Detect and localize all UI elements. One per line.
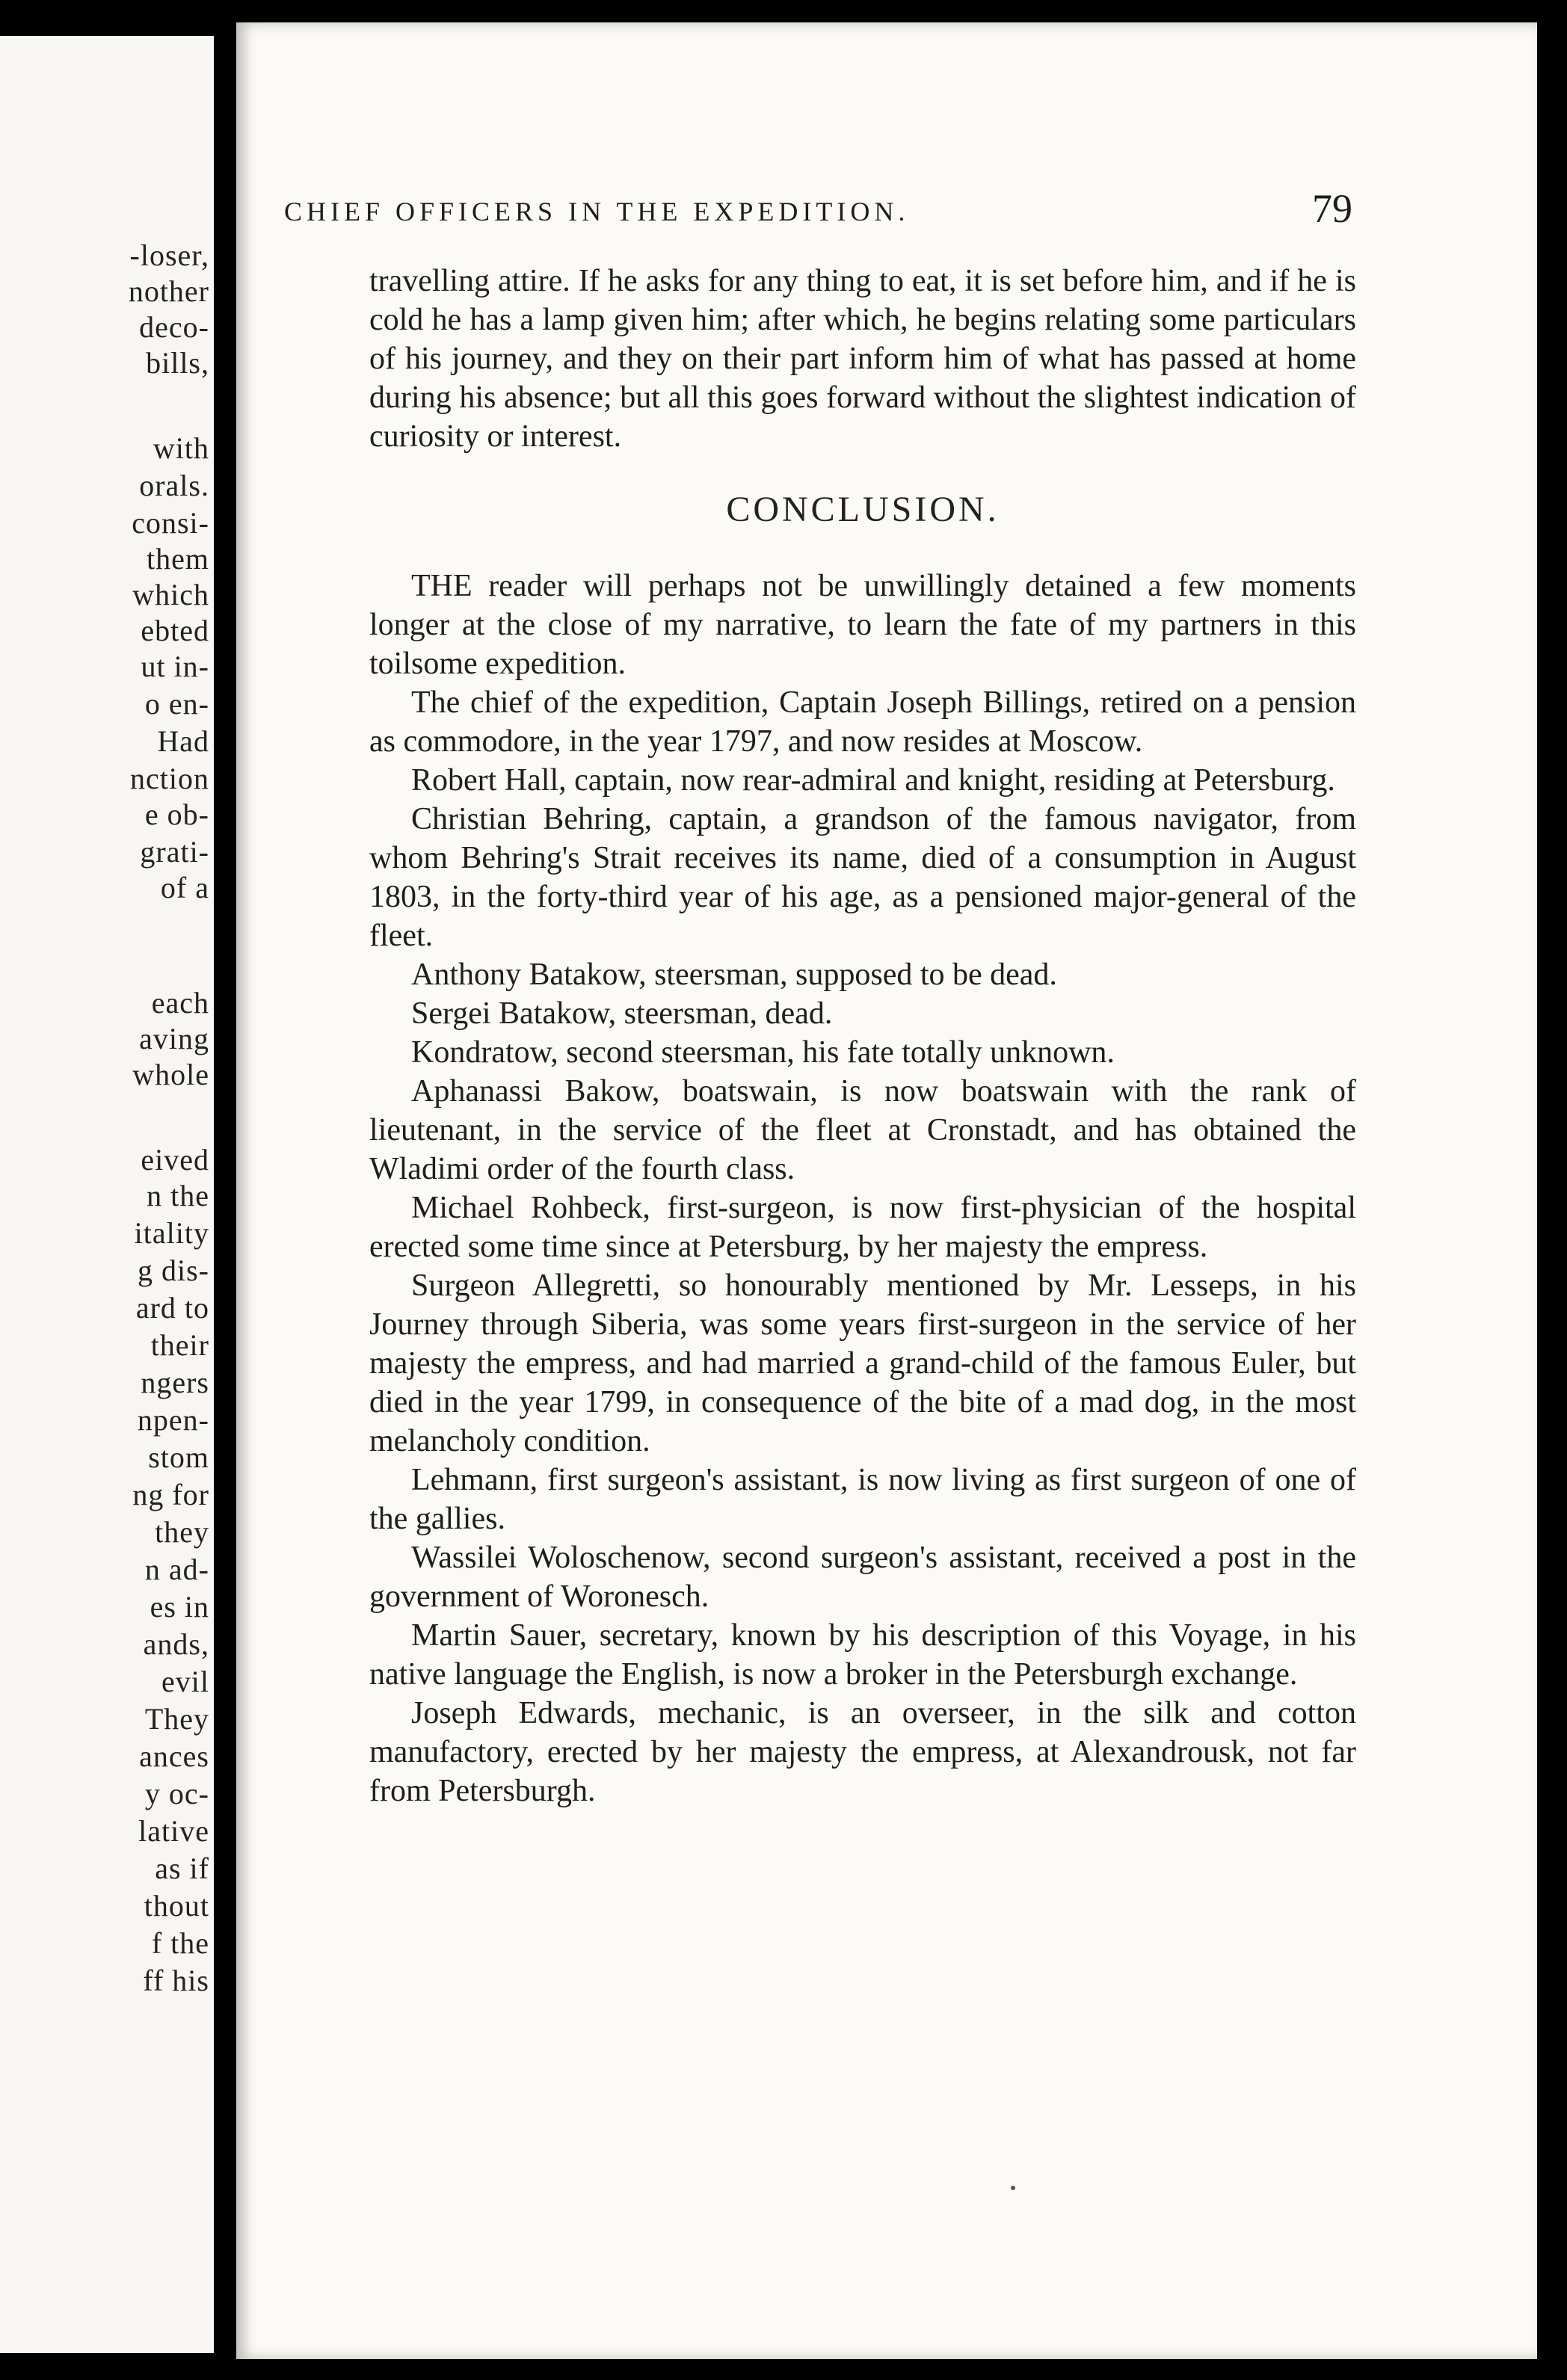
page-body bbox=[369, 262, 1356, 1810]
ink-speck bbox=[1011, 2186, 1015, 2190]
fragment-line: each bbox=[151, 986, 209, 1020]
fragment-line: ng for bbox=[132, 1478, 209, 1511]
fragment-line: bills, bbox=[146, 346, 209, 380]
paragraph: Sergei Batakow, steersman, dead. bbox=[411, 996, 833, 1031]
fragment-line: whole bbox=[132, 1058, 209, 1091]
fragment-line: itality bbox=[134, 1216, 209, 1250]
paragraph: Joseph Edwards, mechanic, is an overseer, in the silk and cotton manufactory, erected by her majesty the empress, at Alexandrousk, not far from Petersburgh. bbox=[369, 1696, 1356, 1808]
fragment-line: lative bbox=[138, 1814, 209, 1848]
fragment-line: they bbox=[155, 1515, 209, 1549]
fragment-line: aving bbox=[139, 1022, 209, 1055]
fragment-line: -loser, bbox=[129, 238, 209, 272]
fragment-line: nother bbox=[128, 274, 209, 308]
fragment-line: them bbox=[147, 542, 209, 576]
paragraph: Michael Rohbeck, first-surgeon, is now first-physician of the hospital erected some time since at Petersburg, by her majesty the empress. bbox=[369, 1191, 1356, 1264]
paragraph: Wassilei Woloschenow, second surgeon's assistant, received a post in the government of Woronesch. bbox=[369, 1541, 1356, 1614]
page-header bbox=[284, 178, 1361, 230]
paragraph: Christian Behring, captain, a grandson of the famous navigator, from whom Behring's Strait receives its name, died of a consumption in August 1803, in the forty-third year of his age, as a pensioned major-general of the fleet. bbox=[369, 802, 1356, 953]
fragment-line: orals. bbox=[139, 469, 209, 502]
fragment-line: n the bbox=[147, 1179, 209, 1212]
facing-page-left bbox=[0, 36, 214, 2353]
fragment-line: as if bbox=[155, 1852, 209, 1885]
paragraph: Anthony Batakow, steersman, supposed to be dead. bbox=[411, 958, 1057, 992]
page-number: 79 bbox=[1312, 186, 1352, 231]
fragment-line: ngers bbox=[141, 1366, 209, 1399]
fragment-line: of a bbox=[160, 871, 209, 904]
paragraph: Surgeon Allegretti, so honourably mentioned by Mr. Lesseps, in his Journey through Siberia, was some years first-surgeon in the service of her majesty the empress, and had married a grand-child of the famous Euler, but died in the year 1799, in consequence of the bite of a mad dog, in the most melancholy condition. bbox=[369, 1268, 1356, 1458]
fragment-line: ff his bbox=[143, 1964, 209, 1997]
fragment-line: ands, bbox=[143, 1627, 209, 1661]
fragment-line: ut in- bbox=[141, 650, 209, 683]
fragment-line: ard to bbox=[135, 1291, 209, 1325]
fragment-line: grati- bbox=[140, 835, 209, 869]
fragment-line: f the bbox=[151, 1926, 209, 1960]
fragment-line: es in bbox=[150, 1590, 209, 1624]
fragment-line: nction bbox=[130, 762, 209, 795]
section-heading: CONCLUSION. bbox=[726, 490, 1000, 529]
fragment-line: thout bbox=[144, 1889, 209, 1923]
paragraph: The chief of the expedition, Captain Joseph Billings, retired on a pension as commodore, in the year 1797, and now resides at Moscow. bbox=[369, 685, 1356, 759]
fragment-line: e ob- bbox=[144, 798, 209, 831]
fragment-line: which bbox=[132, 578, 209, 611]
fragment-line: evil bbox=[161, 1665, 209, 1698]
fragment-line: with bbox=[153, 431, 209, 465]
running-head: CHIEF OFFICERS IN THE EXPEDITION. bbox=[284, 197, 910, 226]
fragment-line: their bbox=[150, 1328, 209, 1362]
paragraph: THE reader will perhaps not be unwillingly detained a few moments longer at the close of my narrative, to learn the fate of my partners in this toilsome expedition. bbox=[369, 569, 1356, 681]
paragraph: Kondratow, second steersman, his fate totally unknown. bbox=[411, 1035, 1115, 1070]
fragment-line: g dis- bbox=[138, 1254, 209, 1287]
fragment-line: Had bbox=[157, 724, 209, 758]
fragment-line: n ad- bbox=[144, 1553, 209, 1586]
paragraph: Robert Hall, captain, now rear-admiral and knight, residing at Petersburg. bbox=[411, 763, 1335, 798]
fragment-line: npen- bbox=[137, 1403, 209, 1437]
continuation-paragraph: travelling attire. If he asks for any thing to eat, it is set before him, and if he is cold he has a lamp given him; after which, he begins relating some particulars of his journey, and they on their part inform him of what has passed at home during his absence; but all this goes forward without the slightest indication of curiosity or interest. bbox=[369, 264, 1356, 454]
fragment-line: They bbox=[144, 1702, 209, 1736]
fragment-line: y oc- bbox=[144, 1777, 209, 1810]
fragment-line: stom bbox=[148, 1440, 209, 1474]
fragment-line: o en- bbox=[144, 687, 209, 721]
fragment-line: deco- bbox=[139, 310, 209, 344]
fragment-line: ances bbox=[139, 1739, 209, 1773]
paragraph: Aphanassi Bakow, boatswain, is now boatswain with the rank of lieutenant, in the service of the fleet at Cronstadt, and has obtained the Wladimi order of the fourth class. bbox=[369, 1074, 1356, 1186]
fragment-line: ebted bbox=[141, 614, 209, 647]
fragment-line: eived bbox=[141, 1143, 209, 1177]
paragraph: Martin Sauer, secretary, known by his description of this Voyage, in his native language the English, is now a broker in the Petersburgh exchange. bbox=[369, 1618, 1356, 1692]
paragraph: Lehmann, first surgeon's assistant, is now living as first surgeon of one of the gallies. bbox=[369, 1463, 1356, 1536]
fragment-line: consi- bbox=[132, 506, 209, 540]
